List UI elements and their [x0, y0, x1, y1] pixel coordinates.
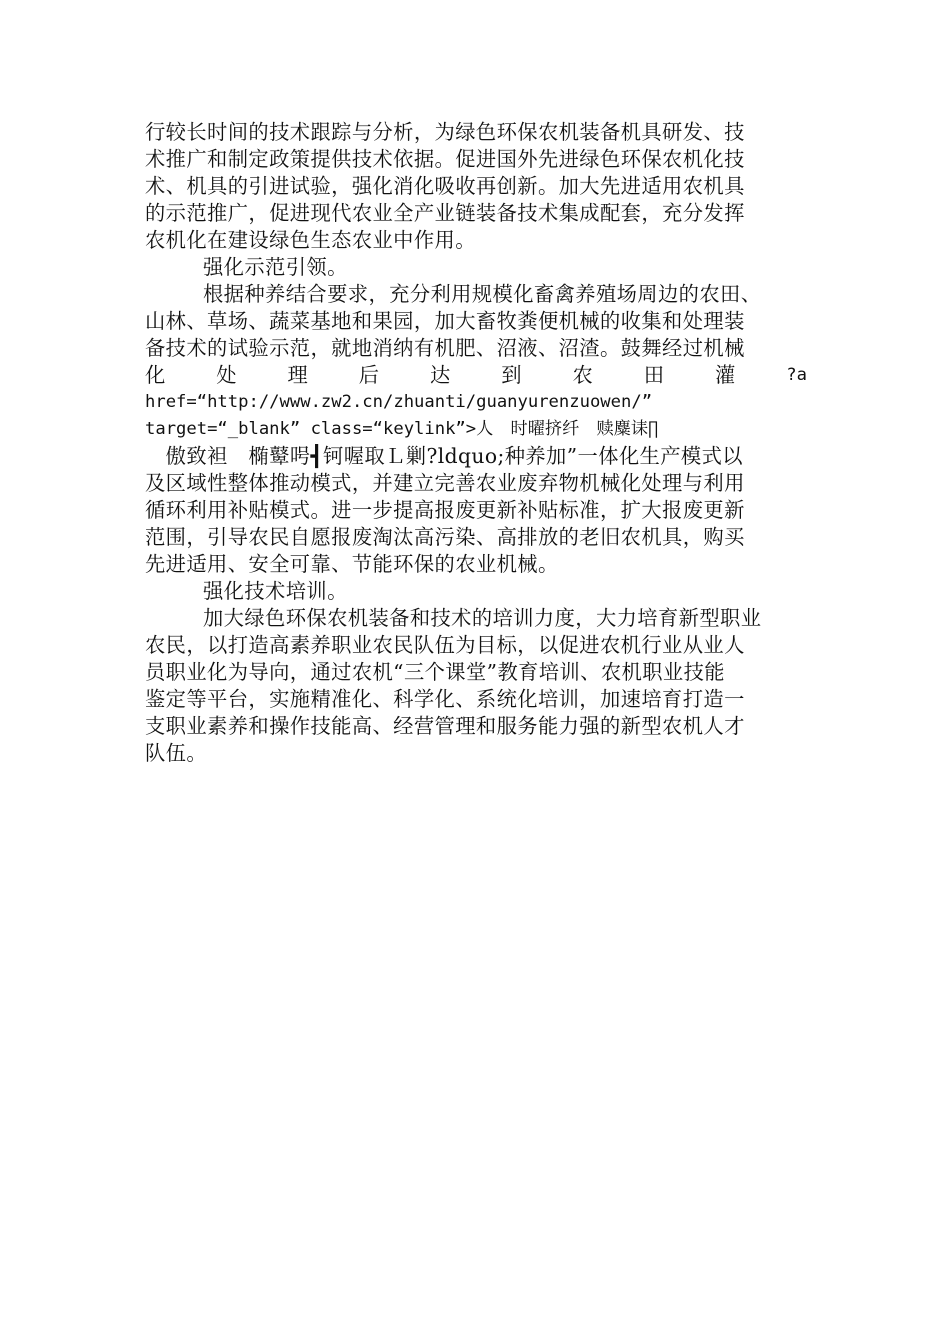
spread-char: 农 — [572, 363, 594, 387]
code-line: target=“_blank” class=“keylink”>人 时曜挤纤 赎麋诔∏ — [145, 419, 659, 439]
garbled-line: 傲致袒 椭鼙呺┫钶喔取Ｌ剿?ldquo;种养加”一体化生产模式以 — [145, 444, 743, 468]
text-line: 的示范推广，促进现代农业全产业链装备技术集成配套，充分发挥 — [145, 201, 745, 225]
text-line: 农民，以打造高素养职业农民队伍为目标，以促进农机行业从业人 — [145, 633, 745, 657]
spread-char: 到 — [501, 363, 522, 387]
text-line: 支职业素养和操作技能高、经营管理和服务能力强的新型农机人才 — [145, 714, 745, 738]
justified-line — [145, 362, 807, 389]
spread-char: 灌 — [715, 363, 736, 387]
text-line: 队伍。 — [145, 741, 208, 765]
text-line: 备技术的试验示范，就地消纳有机肥、沼液、沼渣。鼓舞经过机械 — [145, 336, 745, 360]
paragraph-2 — [145, 281, 807, 578]
spread-char: 理 — [287, 363, 309, 387]
spread-char: 达 — [430, 363, 451, 387]
spread-char: 田 — [643, 363, 665, 387]
text-line: 鉴定等平台，实施精准化、科学化、系统化培训，加速培育打造一 — [145, 687, 745, 711]
code-line: href=“http://www.zw2.cn/zhuanti/guanyurenzuowen/” — [145, 392, 653, 412]
section-heading-demonstration: 强化示范引领。 — [203, 255, 348, 279]
text-line: 农机化在建设绿色生态农业中作用。 — [145, 228, 476, 252]
text-line: 山林、草场、蔬菜基地和果园，加大畜牧粪便机械的收集和处理装 — [145, 309, 745, 333]
spread-char: 化 — [145, 363, 166, 387]
text-line: 行较长时间的技术跟踪与分析，为绿色环保农机装备机具研发、技 — [145, 120, 745, 144]
text-line: 及区域性整体推动模式，并建立完善农业废弃物机械化处理与利用 — [145, 471, 745, 495]
text-line: 根据种养结合要求，充分利用规模化畜禽养殖场周边的农田、 — [203, 282, 762, 306]
text-line: 范围，引导农民自愿报废淘汰高污染、高排放的老旧农机具，购买 — [145, 525, 745, 549]
text-line: 员职业化为导向，通过农机“三个课堂”教育培训、农机职业技能 — [145, 660, 725, 684]
paragraph-3 — [145, 605, 807, 767]
spread-char: ?a — [786, 365, 807, 385]
spread-char: 处 — [216, 363, 237, 387]
text-line: 术、机具的引进试验，强化消化吸收再创新。加大先进适用农机具 — [145, 174, 745, 198]
text-line: 加大绿色环保农机装备和技术的培训力度，大力培育新型职业 — [203, 606, 762, 630]
document-body — [145, 119, 807, 767]
section-heading-training: 强化技术培训。 — [203, 579, 348, 603]
text-line: 循环利用补贴模式。进一步提高报废更新补贴标准，扩大报废更新 — [145, 498, 745, 522]
text-line: 先进适用、安全可靠、节能环保的农业机械。 — [145, 552, 559, 576]
paragraph-1 — [145, 119, 807, 254]
spread-char: 后 — [358, 363, 380, 387]
text-line: 术推广和制定政策提供技术依据。促进国外先进绿色环保农机化技 — [145, 147, 745, 171]
